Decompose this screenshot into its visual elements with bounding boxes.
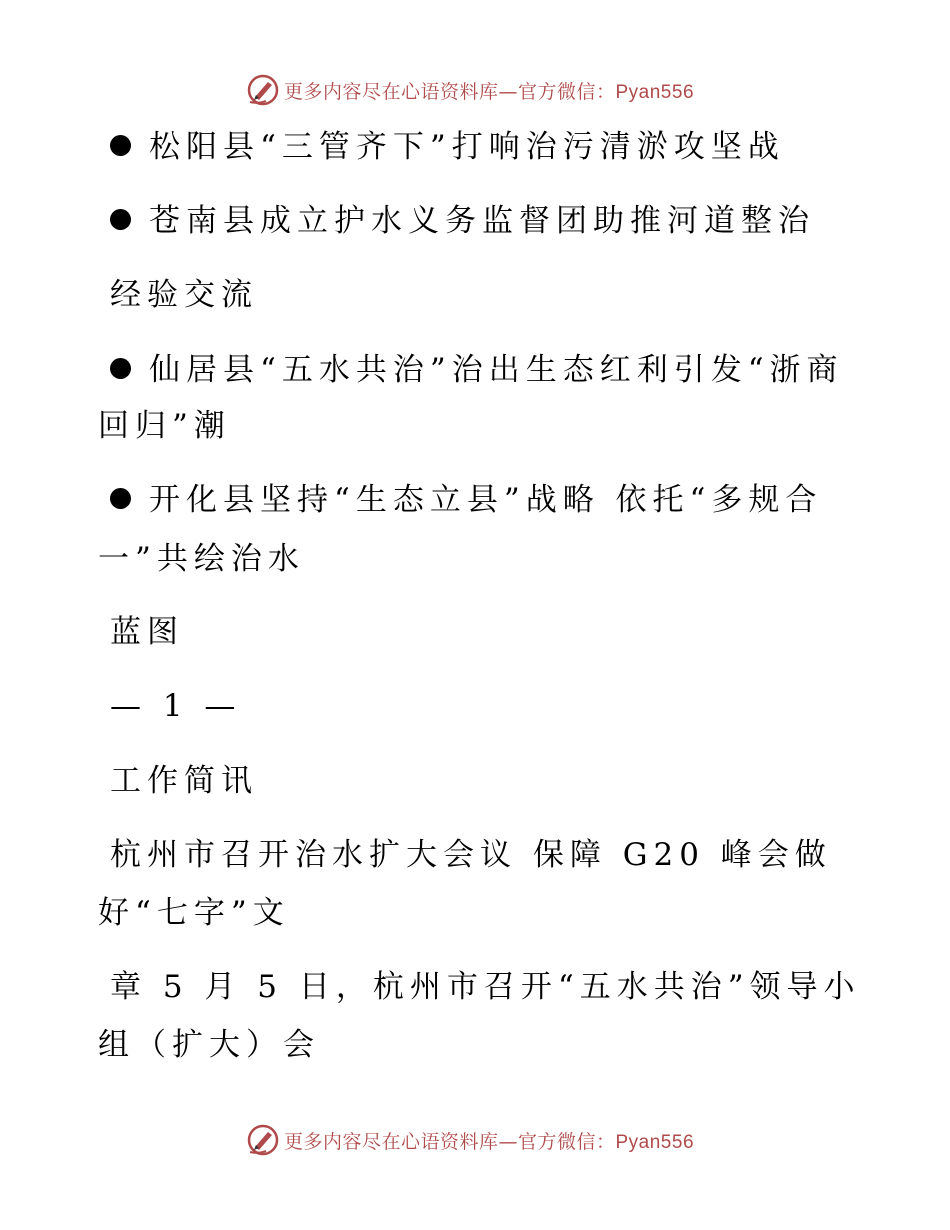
bullet-icon: [110, 209, 131, 230]
list-item-text: 苍南县成立护水义务监督团助推河道整治: [149, 203, 815, 239]
list-item: [110, 127, 950, 167]
page-number: — 1 —: [110, 688, 242, 724]
bullet-icon: [110, 135, 131, 156]
news-headline-continuation: 好“七字”文: [98, 895, 290, 931]
footer-banner-text: 更多内容尽在心语资料库—官方微信：Pyan556: [283, 1130, 695, 1153]
list-item: [110, 480, 950, 520]
list-item-continuation: 一”共绘治水: [98, 541, 305, 577]
pen-logo-icon: [246, 73, 280, 107]
header-banner: [0, 70, 950, 110]
list-item-text: 仙居县“五水共治”治出生态红利引发“浙商: [149, 352, 844, 388]
footer-banner: [0, 1120, 950, 1160]
list-item: [110, 201, 950, 241]
list-item-text: 开化县坚持“生态立县”战略 依托“多规合: [149, 482, 823, 518]
section-heading: 工作简讯: [110, 763, 258, 799]
bullet-icon: [110, 358, 131, 379]
list-item-continuation: 回归”潮: [98, 408, 231, 444]
paragraph-text-continuation: 组（扩大）会: [98, 1027, 320, 1063]
bullet-icon: [110, 488, 131, 509]
pen-logo-icon: [246, 1123, 280, 1157]
header-banner-text: 更多内容尽在心语资料库—官方微信：Pyan556: [283, 80, 695, 103]
news-headline: 杭州市召开治水扩大会议 保障 G20 峰会做: [110, 837, 832, 873]
paragraph-text: 章 5 月 5 日，杭州市召开“五水共治”领导小: [110, 969, 861, 1005]
list-item-text: 松阳县“三管齐下”打响治污清淤攻坚战: [149, 129, 785, 165]
section-heading: 经验交流: [110, 277, 258, 313]
list-item-continuation: 蓝图: [110, 614, 184, 650]
list-item: [110, 350, 950, 390]
